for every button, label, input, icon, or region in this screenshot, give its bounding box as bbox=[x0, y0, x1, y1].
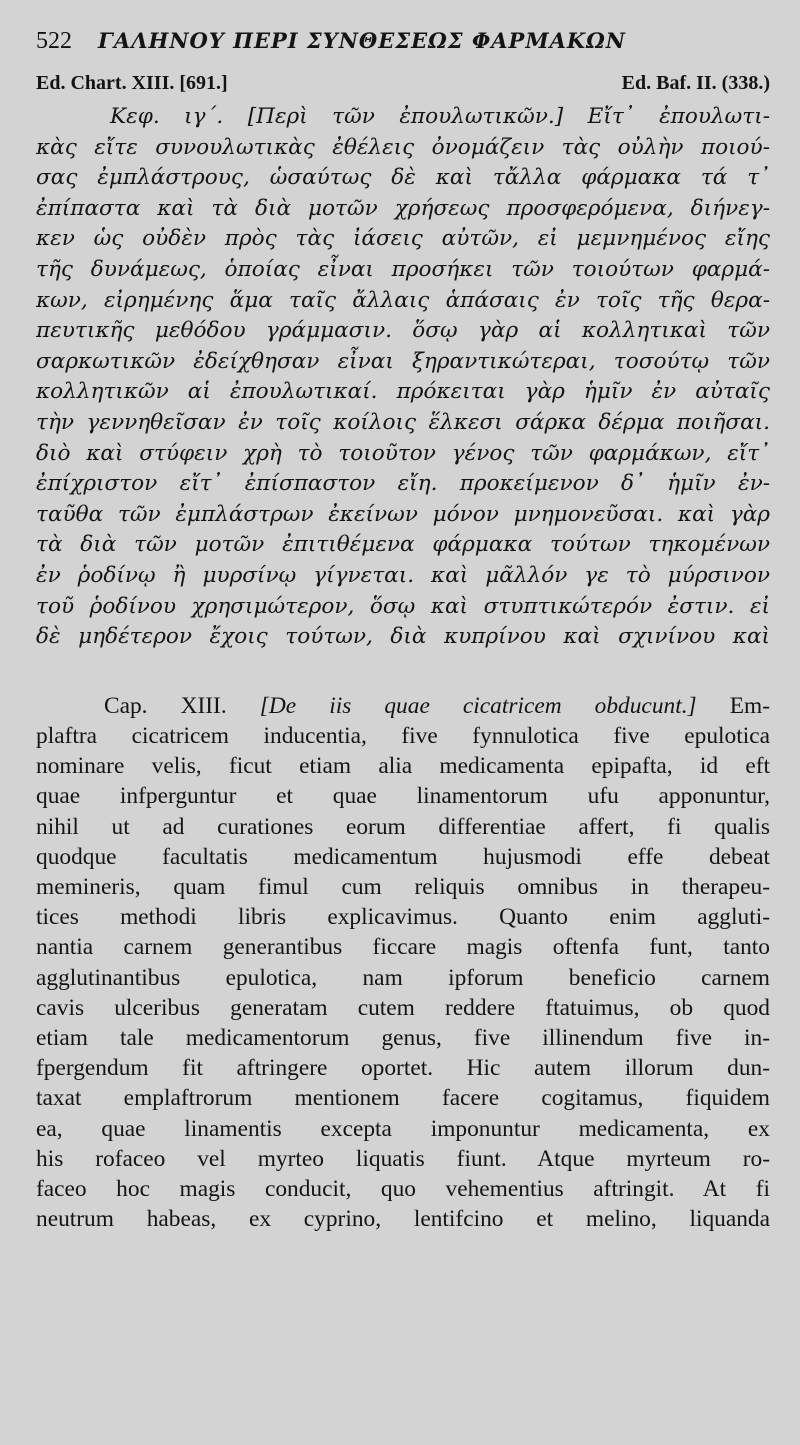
chapter-label: Cap. XIII. bbox=[104, 692, 227, 719]
greek-line: διὸ καὶ στύφειν χρὴ τὸ τοιοῦτον γένος τῶν φαρμάκων, εἴτ᾽ bbox=[36, 440, 770, 466]
greek-line: κὰς εἴτε συνουλωτικὰς ἐθέλεις ὀνομάζειν τὰς οὐλὴν ποιού- bbox=[36, 134, 770, 160]
page-number: 522 bbox=[36, 28, 72, 54]
greek-line: ταῦθα τῶν ἐμπλάστρων ἐκείνων μόνον μνημονεῦσαι. καὶ γὰρ bbox=[36, 501, 770, 527]
latin-line: taxat emplaftrorum mentionem facere cogitamus, fiquidem bbox=[36, 1085, 770, 1112]
latin-line: nantia carnem generantibus ficcare magis oftenfa funt, tanto bbox=[36, 934, 770, 961]
greek-line: σαρκωτικῶν ἐδείχθησαν εἶναι ξηραντικώτεραι, τοσούτῳ τῶν bbox=[36, 348, 770, 374]
latin-line: his rofaceo vel myrteo liquatis fiunt. Atque myrteum ro- bbox=[36, 1145, 770, 1172]
greek-line: ἐπίχριστον εἴτ᾽ ἐπίσπαστον εἴη. προκείμενον δ᾽ ἡμῖν ἐν- bbox=[36, 471, 770, 497]
latin-line: memineris, quam fimul cum reliquis omnibus in therapeu- bbox=[36, 873, 770, 900]
latin-line: quodque facultatis medicamentum hujusmodi effe debeat bbox=[36, 843, 770, 870]
latin-line: faceo hoc magis conducit, quo vehementius aftringit. At fi bbox=[36, 1175, 770, 1202]
greek-text-block bbox=[36, 102, 770, 653]
latin-text-block bbox=[36, 691, 770, 1235]
latin-line: etiam tale medicamentorum genus, five illinendum five in- bbox=[36, 1024, 770, 1051]
greek-line: κολλητικῶν αἱ ἐπουλωτικαί. πρόκειται γὰρ ἡμῖν ἐν αὐταῖς bbox=[36, 379, 770, 405]
greek-line: σας ἐμπλάστρους, ὡσαύτως δὲ καὶ τἄλλα φάρμακα τά τ᾽ bbox=[36, 165, 770, 191]
greek-line: κων, εἰρημένης ἅμα ταῖς ἄλλαις ἁπάσαις ἐν τοῖς τῆς θερα- bbox=[36, 287, 770, 313]
greek-line: τὰ διὰ τῶν μοτῶν ἐπιτιθέμενα φάρμακα τούτων τηκομένων bbox=[36, 532, 770, 558]
edition-references bbox=[36, 72, 770, 102]
greek-line: τὴν γεννηθεῖσαν ἐν τοῖς κοίλοις ἕλκεσι σάρκα δέρμα ποιῆσαι. bbox=[36, 409, 770, 435]
greek-line: πευτικῆς μεθόδου γράμμασιν. ὅσῳ γὰρ αἱ κολλητικαὶ τῶν bbox=[36, 318, 770, 344]
latin-heading-line bbox=[36, 691, 770, 721]
edition-right: Ed. Baf. II. (338.) bbox=[621, 72, 770, 94]
latin-line: nihil ut ad curationes eorum differentiae affert, fi qualis bbox=[36, 813, 770, 840]
latin-line: nominare velis, ficut etiam alia medicamenta epipafta, id eft bbox=[36, 753, 770, 780]
latin-line: fpergendum fit aftringere oportet. Hic autem illorum dun- bbox=[36, 1055, 770, 1082]
edition-left: Ed. Chart. XIII. [691.] bbox=[36, 72, 228, 94]
latin-line: plaftra cicatricem inducentia, five fynnulotica five epulotica bbox=[36, 722, 770, 749]
greek-line: ἐν ῥοδίνῳ ἢ μυρσίνῳ γίγνεται. καὶ μᾶλλόν γε τὸ μύρσινον bbox=[36, 562, 770, 588]
latin-line: quae infperguntur et quae linamentorum ufu apponuntur, bbox=[36, 783, 770, 810]
greek-line: κεν ὡς οὐδὲν πρὸς τὰς ἰάσεις αὐτῶν, εἰ μεμνημένος εἴης bbox=[36, 226, 770, 252]
greek-line: ἐπίπαστα καὶ τὰ διὰ μοτῶν χρήσεως προσφερόμενα, διήνεγ- bbox=[36, 195, 770, 221]
latin-line: cavis ulceribus generatam cutem reddere ftatuimus, ob quod bbox=[36, 994, 770, 1021]
greek-line: Κεφ. ιγ΄. [Περὶ τῶν ἐπουλωτικῶν.] Εἴτ᾽ ἐπουλωτι- bbox=[110, 104, 770, 129]
greek-line: τοῦ ῥοδίνου χρησιμώτερον, ὅσῳ καὶ στυπτικώτερόν ἐστιν. εἰ bbox=[36, 593, 770, 619]
greek-line: τῆς δυνάμεως, ὁποίας εἶναι προσήκει τῶν τοιούτων φαρμά- bbox=[36, 256, 770, 282]
chapter-title: [De iis quae cicatricem obducunt.] bbox=[259, 692, 697, 719]
latin-line: agglutinantibus epulotica, nam ipforum beneficio carnem bbox=[36, 964, 770, 991]
latin-line: neutrum habeas, ex cyprino, lentifcino et melino, liquanda bbox=[36, 1206, 770, 1233]
running-head bbox=[36, 28, 770, 68]
latin-line: tices methodi libris explicavimus. Quanto enim aggluti- bbox=[36, 904, 770, 931]
latin-line: ea, quae linamentis excepta imponuntur medicamenta, ex bbox=[36, 1115, 770, 1142]
running-title: ΓΑΛΗΝΟΥ ΠΕΡΙ ΣΥΝΘΕΣΕΩΣ ΦΑΡΜΑΚΩΝ bbox=[98, 28, 626, 53]
greek-line: δὲ μηδέτερον ἔχοις τούτων, διὰ κυπρίνου καὶ σχινίνου καὶ bbox=[36, 624, 770, 650]
heading-continuation: Em- bbox=[696, 692, 770, 719]
